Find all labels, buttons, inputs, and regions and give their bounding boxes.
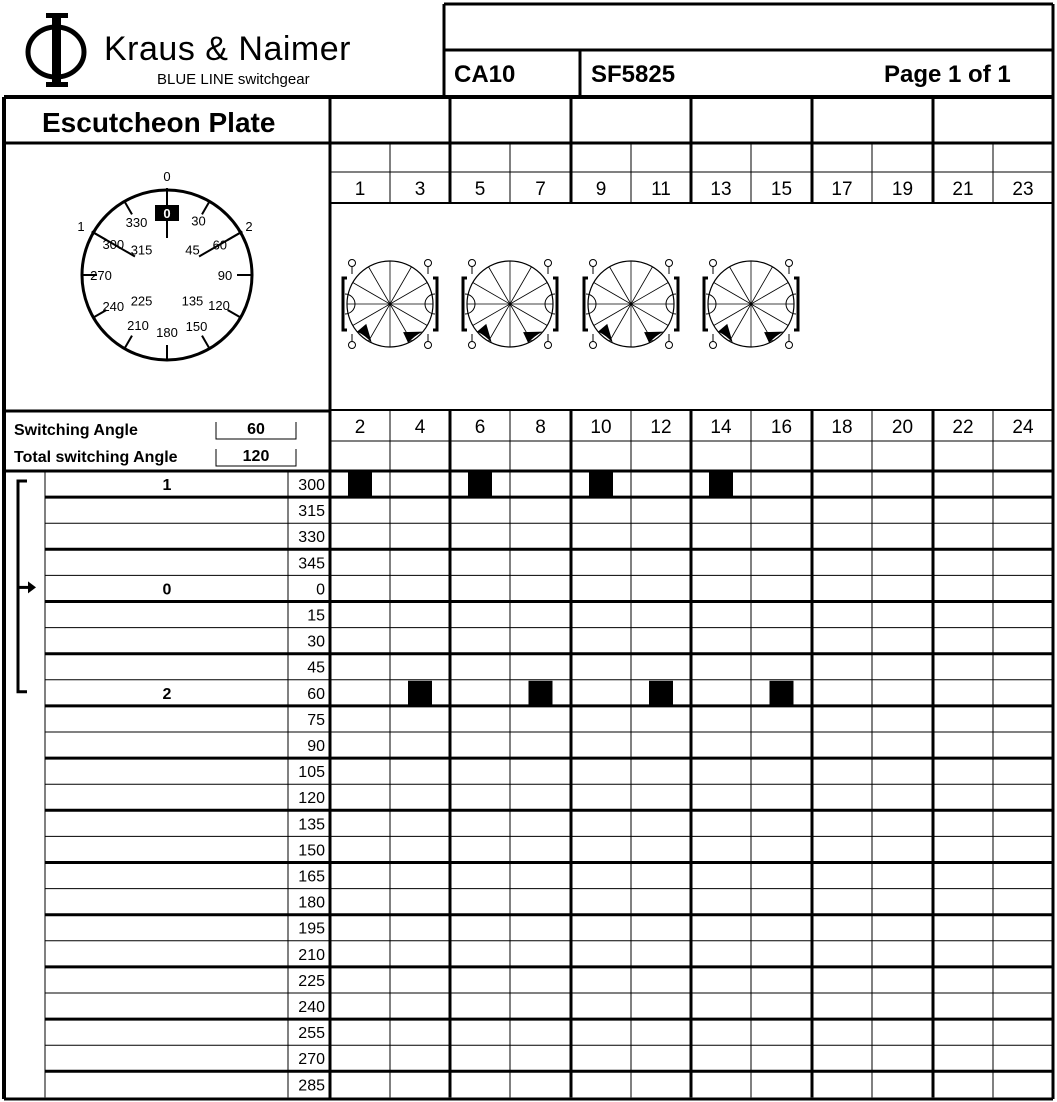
grid-lines [4, 4, 1053, 1099]
terminal-icon [590, 260, 597, 267]
brand-tagline: BLUE LINE switchgear [157, 71, 310, 88]
dial-angle-label: 240 [102, 299, 125, 314]
terminal-bottom-label: 12 [650, 417, 672, 438]
terminal-icon [710, 342, 717, 349]
closed-contact-mark [408, 681, 432, 705]
angle-label: 150 [298, 842, 325, 860]
terminal-top-label: 23 [1012, 179, 1034, 200]
contact-unit-icon [584, 260, 678, 349]
terminal-bottom-label: 24 [1012, 417, 1034, 438]
dial-indicator-label: 0 [163, 206, 171, 221]
contact-unit-icon [463, 260, 557, 349]
angle-label: 120 [298, 790, 325, 808]
value-box [216, 449, 296, 466]
angle-label: 165 [298, 868, 325, 886]
contact-units [343, 260, 798, 349]
terminal-icon [666, 260, 673, 267]
terminal-icon [545, 342, 552, 349]
dial-angle-label: 90 [217, 268, 233, 283]
angle-label: 180 [298, 894, 325, 912]
terminal-top-label: 11 [651, 179, 671, 200]
terminal-top-label: 7 [535, 179, 546, 200]
terminal-bottom-label: 10 [590, 417, 612, 438]
angle-label: 330 [298, 529, 325, 547]
position-label: 1 [162, 477, 172, 494]
dial-angle-label: 150 [185, 319, 208, 335]
terminal-icon [786, 260, 793, 267]
closed-contact-mark [589, 472, 613, 496]
angle-label: 0 [316, 581, 325, 599]
dial-tick [202, 336, 210, 349]
contact-bracket [433, 278, 437, 330]
terminal-bottom-label: 18 [831, 417, 853, 438]
terminal-icon [469, 260, 476, 267]
page-number: Page 1 of 1 [884, 61, 1011, 88]
terminal-icon [590, 342, 597, 349]
closed-contact-mark [709, 472, 733, 496]
terminal-top-label: 3 [414, 179, 426, 200]
contact-unit-icon [343, 260, 437, 349]
position-label: 0 [162, 581, 172, 599]
dial-angle-label: 60 [212, 237, 228, 253]
angle-label: 315 [298, 503, 325, 521]
dial-angle-label: 330 [125, 215, 148, 231]
dial-angle-label: 225 [130, 293, 153, 309]
switching-angle-value: 60 [247, 421, 265, 438]
dial-position-label: 1 [77, 219, 85, 234]
angle-label: 255 [298, 1025, 325, 1043]
angle-label: 135 [298, 816, 325, 834]
dial-angle-label: 315 [130, 242, 153, 258]
total-angle-value: 120 [242, 448, 270, 465]
angle-label: 195 [298, 920, 325, 938]
dial-tick [125, 336, 133, 349]
terminal-top-label: 17 [831, 179, 853, 200]
terminal-bottom-label: 6 [474, 417, 486, 438]
angle-label: 225 [298, 972, 325, 990]
closed-contact-mark [348, 472, 372, 496]
contact-bracket [343, 278, 347, 330]
terminal-icon [349, 342, 356, 349]
terminal-top-label: 19 [891, 179, 914, 200]
closed-contact-mark [649, 681, 673, 705]
dial-angle-label: 30 [191, 213, 206, 229]
angle-label: 270 [298, 1051, 325, 1069]
terminal-top-label: 15 [770, 179, 793, 200]
terminal-icon [425, 342, 432, 349]
terminal-icon [545, 260, 552, 267]
contact-unit-icon [704, 260, 798, 349]
dial-angle-label: 45 [185, 242, 200, 258]
angle-label: 300 [298, 477, 325, 494]
type-code: CA10 [454, 61, 516, 88]
angle-label: 105 [298, 764, 325, 782]
terminal-top-label: 5 [474, 179, 486, 200]
terminal-bottom-label: 22 [952, 417, 974, 438]
dial-angle-label: 210 [127, 318, 149, 334]
angle-label: 345 [298, 555, 325, 573]
escutcheon-title: Escutcheon Plate [42, 107, 276, 138]
closed-contact-mark [529, 681, 553, 705]
terminal-icon [349, 260, 356, 267]
terminal-bottom-label: 2 [354, 417, 366, 438]
value-box [216, 422, 296, 439]
terminal-top-label: 9 [595, 179, 607, 200]
terminal-bottom-label: 16 [770, 417, 793, 438]
terminal-top-label: 13 [710, 179, 732, 200]
terminal-icon [710, 260, 717, 267]
dial-position-label: 2 [245, 219, 253, 234]
closed-contact-mark [468, 472, 492, 496]
terminal-top-label: 1 [354, 179, 366, 200]
terminal-bottom-label: 14 [710, 417, 732, 438]
angle-label: 285 [298, 1077, 325, 1095]
terminal-bottom-label: 20 [891, 417, 914, 438]
terminal-bottom-label: 8 [535, 417, 546, 438]
dial-angle-label: 135 [181, 293, 204, 309]
escutcheon-dial [77, 169, 252, 360]
dial-angle-label: 180 [156, 325, 178, 340]
angle-label: 30 [307, 633, 325, 651]
dial-tick [125, 201, 133, 214]
angle-label: 75 [307, 711, 325, 729]
angle-label: 15 [307, 607, 325, 625]
terminal-bottom-label: 4 [414, 417, 426, 438]
brand-name: Kraus & Naimer [104, 30, 351, 68]
terminal-top-label: 21 [952, 179, 974, 200]
terminal-icon [666, 342, 673, 349]
terminal-icon [786, 342, 793, 349]
angle-label: 240 [298, 999, 325, 1016]
dial-position-label: 0 [163, 169, 171, 184]
terminal-icon [469, 342, 476, 349]
total-angle-label: Total switching Angle [14, 449, 178, 466]
position-label: 2 [162, 685, 172, 703]
dial-angle-label: 300 [102, 237, 125, 252]
dial-angle-label: 270 [90, 268, 112, 283]
switching-angle-label: Switching Angle [14, 422, 138, 439]
angle-label: 45 [307, 659, 325, 677]
contact-bracket [463, 278, 467, 330]
arrow-right-icon [28, 581, 36, 593]
dial-tick [202, 201, 210, 214]
dial-angle-label: 120 [208, 298, 230, 313]
terminal-icon [425, 260, 432, 267]
closed-contact-mark [770, 681, 794, 705]
angle-label: 60 [307, 685, 325, 703]
angle-label: 210 [298, 946, 325, 964]
angle-label: 90 [307, 738, 325, 755]
program-code: SF5825 [591, 61, 676, 88]
